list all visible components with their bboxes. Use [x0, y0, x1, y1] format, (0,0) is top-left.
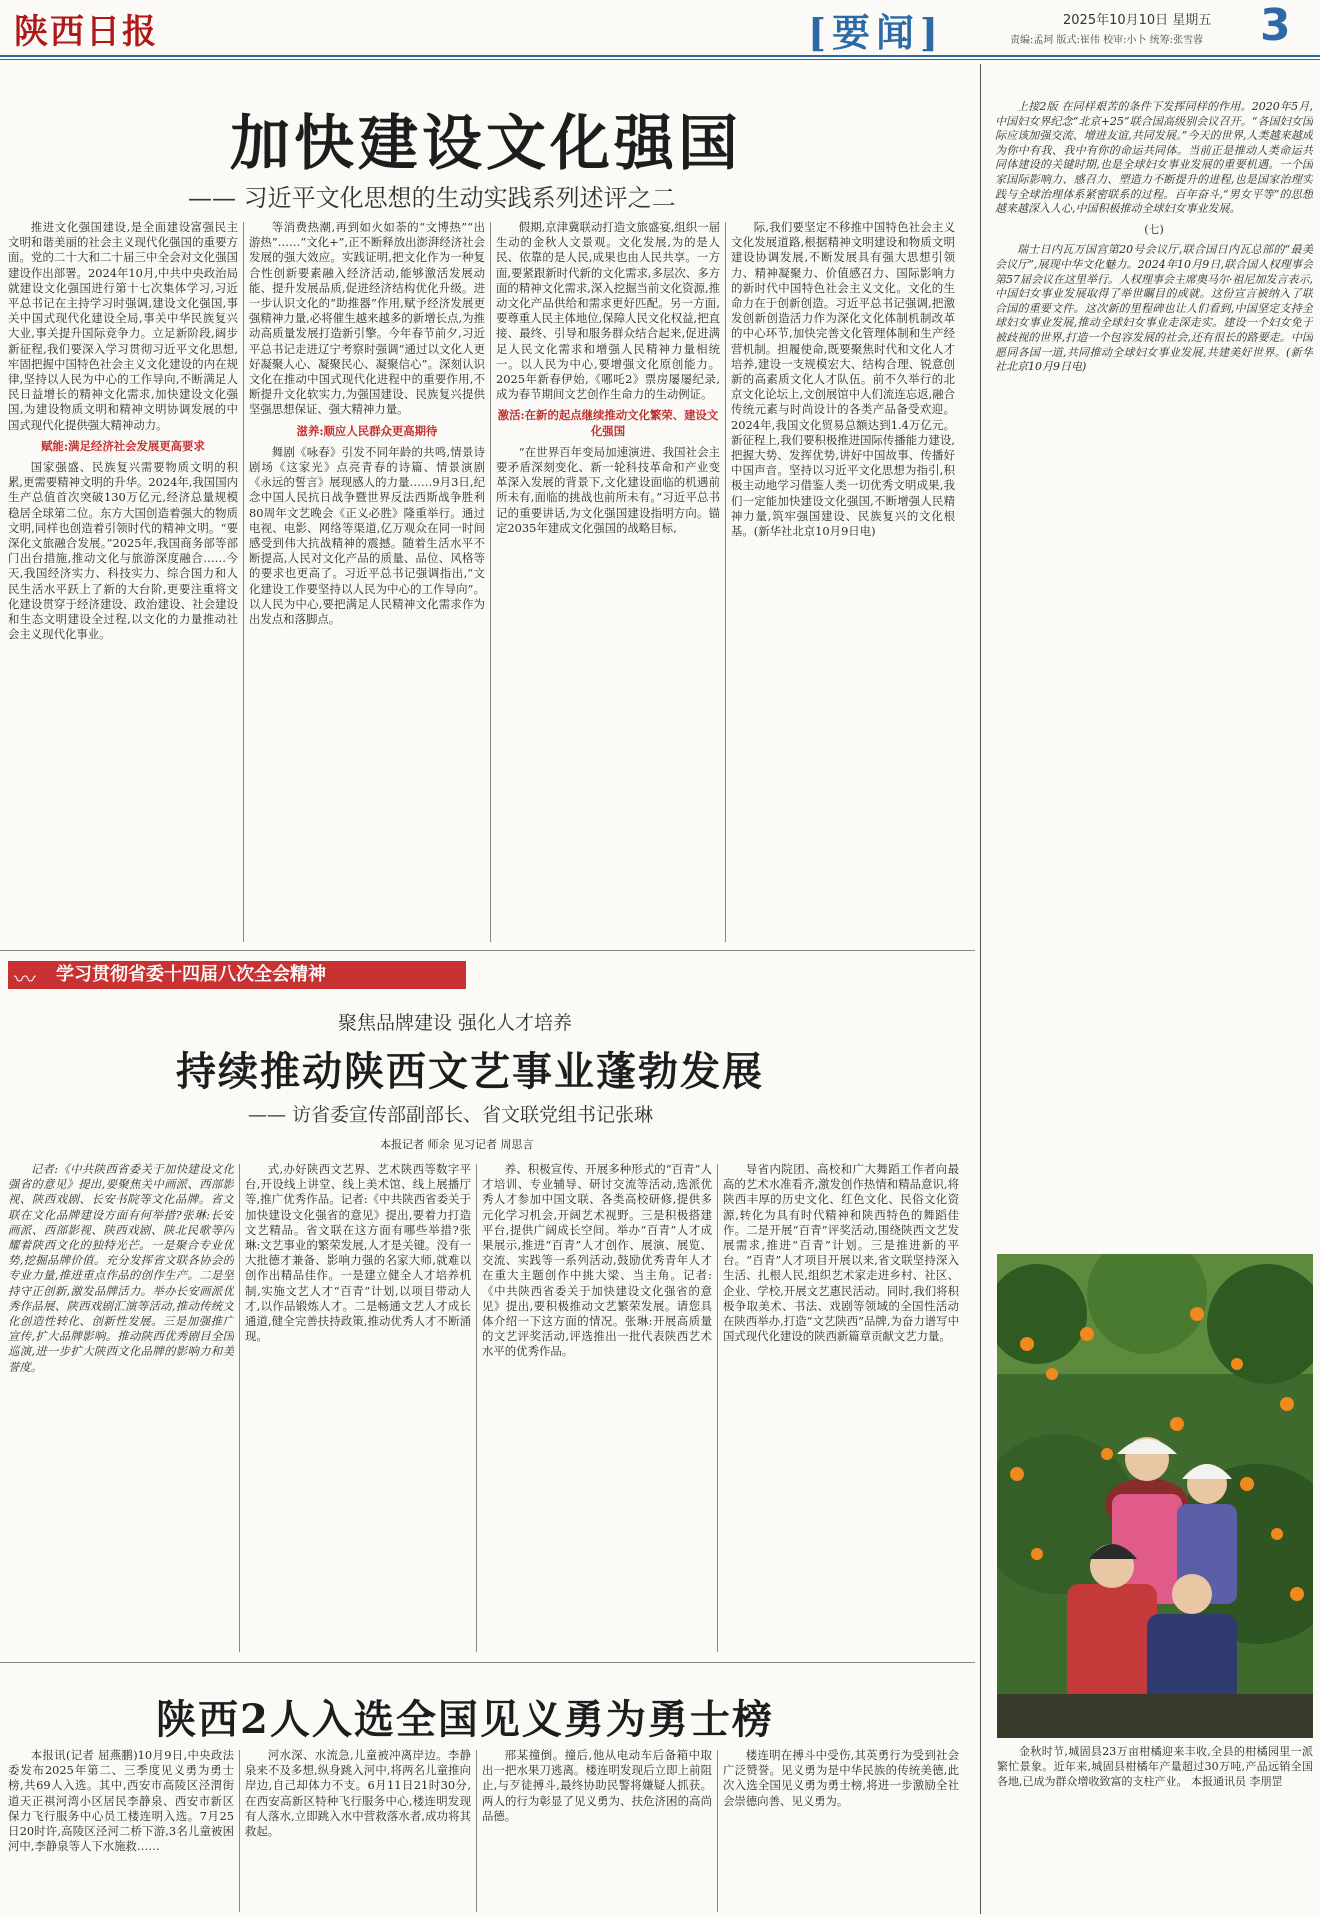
newspaper-logo: 陕西日报	[14, 12, 158, 52]
article1-col1-text: 推进文化强国建设,是全面建设富强民主文明和谐美丽的社会主义现代化强国的重要方面。党的二十大和二十届三中全会对文化强国建设作出部署。2024年10月,中共中央政治局就建设文化强国进行第十七次集体学习,习近平总书记在主持学习时强调,建设文化强国,事关中国式现代化建设全局,事关中华民族复兴大业,事关提升国际竞争力。立足新阶段,阔步新征程,我们要深入学习贯彻习近平文化思想,牢固把握中国特色社会主义文化建设的内在规律,坚持以人民为中心的工作导向,不断满足人民日益增长的精神文化需求,加快建设文化强国,为建设物质文明和精神文明协调发展的中国式现代化提供强大精神动力。	[8, 220, 238, 432]
article2-subtitle: —— 访省委宣传部副部长、省文联党组书记张琳	[248, 1104, 654, 1126]
article1-col2b-text: 舞剧《咏春》引发不同年龄的共鸣,情景诗剧场《这家光》点亮青春的诗篇、情景演剧《永远的誓言》展现感人的力量……9月3日,纪念中国人民抗日战争暨世界反法西斯战争胜利80周年文艺晚会《正义必胜》隆重举行。通过电视、电影、网络等渠道,亿万观众在同一时间感受到伟大抗战精神的震撼。随着生活水平不断提高,人民对文化产品的质量、品位、风格等的要求也更高了。习近平总书记强调指出,“文化建设工作要坚持以人民为中心的工作导向”。以人民为中心,要把满足人民精神文化需求作为出发点和落脚点。	[249, 444, 485, 627]
sidebar-text-b: 瑞士日内瓦万国宫第20号会议厅,联合国日内瓦总部的“最美会议厅”,展现中华文化魅力。2024年10月9日,联合国人权理事会第57届会议在这里举行。人权理事会主席奥马尔·祖尼加发言表示,中国妇女事业发展取得了举世瞩目的成就。这份宣言被纳入了联合国的重要文件。这次新的里程碑也让人们看到,中国坚定支持全球妇女事业发展,推动全球妇女事业走深走实。建设一个妇女免于被歧视的世界,打造一个包容发展的社会,还有很长的路要走。中国愿同各国一道,共同推动全球妇女事业发展,共建美好世界。(新华社北京10月9日电)	[995, 243, 1313, 374]
article2-col1-text: 记者:《中共陕西省委关于加快建设文化强省的意见》提出,要聚焦关中画派、西部影视、陕西戏剧、长安书院等文化品牌。省文联在文化品牌建设方面有何举措?张琳:长安画派、西部影视、陕西戏剧、陕北民歌等闪耀着陕西文化的独特光芒。一是聚合专业优势,挖掘品牌价值。充分发挥省文联各协会的专业力量,推进重点作品的创作生产。二是坚持守正创新,激发品牌活力。举办长安画派优秀作品展、陕西戏剧汇演等活动,推动传统文化创造性转化、创新性发展。三是加强推广宣传,扩大品牌影响。推动陕西优秀剧目全国巡演,进一步扩大陕西文化品牌的影响力和美誉度。	[8, 1162, 234, 1374]
column-divider	[725, 222, 726, 942]
header-rule	[0, 55, 1320, 57]
column-divider	[476, 1164, 477, 1652]
article2-title: 持续推动陕西文艺事业蓬勃发展	[176, 1048, 764, 1095]
article3-col4-text: 楼连明在搏斗中受伤,其英勇行为受到社会广泛赞誉。见义勇为是中华民族的传统美德,此次入选全国见义勇为勇士榜,将进一步激励全社会崇德向善、见义勇为。	[723, 1748, 959, 1808]
article2-column-3	[482, 1162, 712, 1654]
article1-column-1	[8, 220, 238, 945]
sidebar-section-number: (七)	[1144, 222, 1164, 236]
article-separator	[0, 950, 975, 951]
article1-column-2	[249, 220, 485, 945]
orange-harvest-photo	[997, 1254, 1313, 1738]
article2-column-2	[245, 1162, 471, 1654]
page-number: 3	[1260, 0, 1291, 51]
column-divider	[243, 222, 244, 942]
article3-column-4	[723, 1748, 959, 1914]
article2-column-1	[8, 1162, 234, 1654]
article1-column-3	[496, 220, 720, 945]
issue-date: 2025年10月10日 星期五	[1063, 13, 1212, 28]
article2-byline: 本报记者 师余 见习记者 周思言	[380, 1138, 534, 1151]
article2-banner: 学习贯彻省委十四届八次全会精神	[8, 961, 466, 989]
article1-col1b-text: 国家强盛、民族复兴需要物质文明的积累,更需要精神文明的升华。2024年,我国国内生产总值首次突破130万亿元,经济总量规模稳居全球第二位。东方大国创造着强大的物质文明,同样也创造着引领时代的精神文明。“要深化文旅融合发展。”2025年,我国商务部等部门出台措施,推动文化与旅游深度融合……今天,我国经济实力、科技实力、综合国力和人民生活水平跃上了新的大台阶,更要注重将文化建设贯穿于经济建设、政治建设、社会建设和生态文明建设全过程,以文化的力量推动社会主义现代化事业。	[8, 460, 238, 642]
article1-section-heading-3: 激活:在新的起点继续推动文化繁荣、建设文化强国	[497, 408, 719, 438]
article3-title: 陕西2人入选全国见义勇为勇士榜	[156, 1696, 774, 1743]
photo-illustration	[997, 1254, 1313, 1738]
photo-caption: 金秋时节,城固县23万亩柑橘迎来丰收,全县的柑橘园里一派繁忙景象。近年来,城固县柑橘年产量超过30万吨,产品远销全国各地,已成为群众增收致富的支柱产业。 本报通讯员 李朋罡	[997, 1745, 1313, 1788]
article1-title: 加快建设文化强国	[230, 109, 742, 179]
article1-col3b-text: “在世界百年变局加速演进、我国社会主要矛盾深刻变化、新一轮科技革命和产业变革深入发展的背景下,文化建设面临的机遇前所未有,面临的挑战也前所未有。”习近平总书记的重要讲话,为文化强国建设指明方向。锚定2035年建成文化强国的战略目标,	[496, 444, 720, 535]
section-tag: [要闻]	[808, 10, 944, 55]
sidebar-divider	[980, 64, 981, 1914]
column-divider	[239, 1164, 240, 1652]
column-divider	[717, 1164, 718, 1652]
article2-col2-text: 式,办好陕西文艺界、艺术陕西等数字平台,开设线上讲堂、线上美术馆、线上展播厅等,推广优秀作品。记者:《中共陕西省委关于加快建设文化强省的意见》提出,要着力打造文艺精品。省文联在这方面有哪些举措?张琳:文艺事业的繁荣发展,人才是关键。没有一大批德才兼备、影响力强的名家大师,就难以创作出精品佳作。一是建立健全人才培养机制,实施文艺人才“百青”计划,以项目带动人才,以作品锻炼人才。二是畅通文艺人才成长通道,健全完善扶持政策,推动优秀人才不断涌现。	[245, 1162, 471, 1344]
article2-col3-text: 养、积极宣传、开展多种形式的“百青”人才培训、专业辅导、研讨交流等活动,选派优秀人才参加中国文联、各类高校研修,提供多元化学习机会,开阔艺术视野。三是积极搭建平台,提供广阔成长空间。举办“百青”人才成果展示,推进“百青”人才创作、展演、展览、交流、实践等一系列活动,鼓励优秀青年人才在重大主题创作中挑大梁、当主角。记者:《中共陕西省委关于加快建设文化强省的意见》提出,要积极推动文艺繁荣发展。请您具体介绍一下这方面的情况。张琳:开展高质量的文艺评奖活动,评选推出一批代表陕西艺术水平的优秀作品。	[482, 1162, 712, 1359]
article2-kicker: 聚焦品牌建设 强化人才培养	[338, 1012, 573, 1034]
sidebar-text: 上接2版 在同样艰苦的条件下发挥同样的作用。2020年5月,中国妇女界纪念“北京+25”联合国高级别会议召开。“各国妇女国际应该加强交流、增进友谊,共同发展。”今天的世界,人类越来越成为你中有我、我中有你的命运共同体。当前正是推动人类命运共同体建设的关键时期,也是全球妇女事业发展的重要机遇。一个国家国际影响力、感召力、塑造力不断提升的进程,也是国家治理实践与全球治理体系紧密联系的过程。百年奋斗,“男女平等”的思想越来越深入人心,中国积极推动全球妇女事业发展。	[995, 100, 1313, 216]
article1-col2-text: 等消费热潮,再到如火如荼的“文博热”“出游热”……“文化+”,正不断释放出澎湃经济社会发展的强大效应。实践证明,把文化作为一种复合性创新要素融入经济活动,能够激活发展动能、提升发展品质,促进经济结构优化升级。进一步认识文化的“助推器”作用,赋予经济发展更强精神力量,必将催生越来越多的新增长点,为推动高质量发展打造新引擎。今年春节前夕,习近平总书记走进辽宁考察时强调“通过以文化人更好凝聚人心、凝聚民心、凝聚信心”。深刻认识文化在推动中国式现代化进程中的重要作用,不断提升文化软实力,为强国建设、民族复兴提供坚强思想保证、强大精神力量。	[249, 220, 485, 417]
article3-column-3	[482, 1748, 712, 1914]
header-rule-thin	[0, 59, 1320, 60]
article3-column-1	[8, 1748, 234, 1914]
article3-col2-text: 河水深、水流急,儿童被冲离岸边。李静泉来不及多想,纵身跳入河中,将两名儿童推向岸边,自己却体力不支。6月11日21时30分,在西安高新区特种飞行服务中心,楼连明发现有人落水,立即跳入水中营救落水者,成功将其救起。	[245, 1748, 471, 1839]
masthead	[0, 0, 1320, 56]
article3-col1-text: 本报讯(记者 屈燕鹏)10月9日,中央政法委发布2025年第二、三季度见义勇为勇士榜,共69人入选。其中,西安市高陵区泾渭街道天正祺河湾小区居民李静泉、西安市新区保力飞行服务中心员工楼连明入选。7月25日20时许,高陵区泾河二桥下游,3名儿童被困河中,李静泉等人下水施救……	[8, 1748, 234, 1854]
article-separator	[0, 1662, 975, 1663]
article1-col3-text: 假期,京津冀联动打造文旅盛宴,组织一届生动的金秋人文景观。文化发展,为的是人民、依靠的是人民,成果也由人民共享。一方面,要紧跟新时代新的文化需求,多层次、多方面的精神文化需求,深入挖掘当前文化资源,推动文化产品供给和需求更好匹配。另一方面,要尊重人民主体地位,保障人民文化权益,把直接、最终、引导和服务群众结合起来,促进满足人民文化需求和增强人民精神力量相统一。以人民为中心,要增强文化原创能力。2025年新春伊始,《哪吒2》票房屡屡纪录,成为春节期间文艺创作生命力的生动例证。	[496, 220, 720, 402]
column-divider	[476, 1750, 477, 1912]
article2-col4-text: 导省内院团、高校和广大舞蹈工作者向最高的艺术水准看齐,激发创作热情和精品意识,将陕西丰厚的历史文化、红色文化、民俗文化资源,转化为具有时代精神和陕西特色的舞蹈佳作。二是开展“百青”评奖活动,围绕陕西文艺发展需求,推进“百青”计划。三是推进新的平台。“百青”人才项目开展以来,省文联坚持深入生活、扎根人民,组织艺术家走进乡村、社区、企业、学校,开展文艺惠民活动。同时,我们将积极争取美术、书法、戏剧等领域的全国性活动在陕西举办,打造“文艺陕西”品牌,为奋力谱写中国式现代化建设的陕西新篇章贡献文艺力量。	[723, 1162, 959, 1344]
column-divider	[239, 1750, 240, 1912]
banner-wave-icon: 〰	[14, 968, 37, 993]
article2-column-4	[723, 1162, 959, 1654]
article1-subtitle: —— 习近平文化思想的生动实践系列述评之二	[188, 184, 676, 212]
editors-credit: 责编:孟珂 版式:崔伟 校审:小卜 统筹:张雪蓉	[1010, 35, 1204, 46]
column-divider	[490, 222, 491, 942]
column-divider	[717, 1750, 718, 1912]
article1-column-4	[731, 220, 955, 945]
article3-column-2	[245, 1748, 471, 1914]
article1-col4-text: 际,我们要坚定不移推中国特色社会主义文化发展道路,根据精神文明建设和物质文明建设协调发展,不断发展具有强大思想引领力、精神凝聚力、价值感召力、国际影响力的新时代中国特色社会主义文化。文化的生命力在于创新创造。习近平总书记强调,把激发创新创造活力作为深化文化体制机制改革的中心环节,加快完善文化管理体制和生产经营机制。担履使命,既要聚焦时代和文化人才培养,建设一支规模宏大、结构合理、锐意创新的高素质文化人才队伍。前不久举行的北京文化论坛上,文创展馆中人们流连忘返,融合传统元素与时尚设计的各类产品备受欢迎。2024年,我国文化贸易总额达到1.4万亿元。新征程上,我们要积极推进国际传播能力建设,把握大势、发挥优势,讲好中国故事、传播好中国声音。坚持以习近平文化思想为指引,积极主动地学习借鉴人类一切优秀文明成果,我们一定能加快建设文化强国,不断增强人民精神力量,筑牢强国建设、民族复兴的文化根基。(新华社北京10月9日电)	[731, 220, 955, 539]
article1-section-heading-1: 赋能:满足经济社会发展更高要求	[41, 438, 205, 453]
article3-col3-text: 邢某撞倒。撞后,他从电动车后备箱中取出一把水果刀逃离。楼连明发现后立即上前阻止,与歹徒搏斗,最终协助民警将嫌疑人抓获。两人的行为彰显了见义勇为、扶危济困的高尚品德。	[482, 1748, 712, 1823]
sidebar-article	[995, 100, 1313, 1240]
article1-section-heading-2: 滋养:顺应人民群众更高期待	[296, 423, 438, 438]
